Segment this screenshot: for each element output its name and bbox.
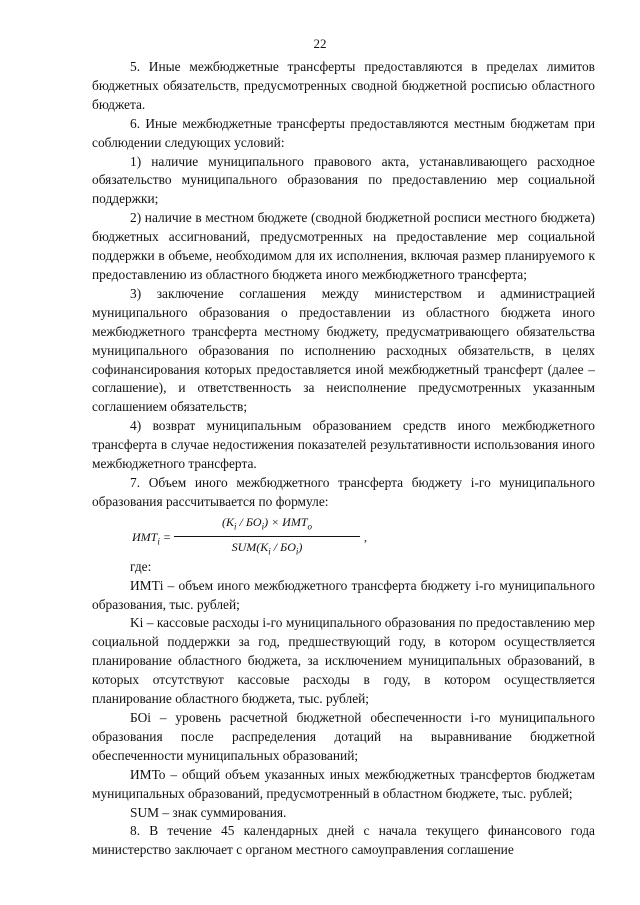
formula-denominator: $SUM(K_i / БО_i)$ (231, 540, 303, 557)
definition-imt-i: ИМТi – объем иного межбюджетного трансферта бюджету i-го муниципального образования, тыс. рублей; (92, 577, 595, 612)
condition-4: 4) возврат муниципальным образованием средств иного межбюджетного трансферта в случае недостижения показателей результативности использования иного межбюджетного трансферта. (92, 418, 595, 472)
definition-imt-o: ИМТо – общий объем указанных иных межбюджетных трансфертов бюджетам муниципальных образований, предусмотренный в областном бюджете, тыс. рублей; (92, 766, 595, 801)
definition-sum: SUM – знак суммирования. (130, 804, 287, 820)
condition-2: 2) наличие в местном бюджете (сводной бюджетной росписи местного бюджета) бюджетных ассигнований, предусмотренных на предоставление мер социальной поддержки в объеме, необходимом для их исполнения, включая размер планируемого к предоставлению из областного бюджета иного межбюджетного трансферта; (92, 210, 595, 282)
formula (92, 514, 595, 556)
page-number: 22 (313, 36, 327, 51)
formula-numerator: $(K_i / БО_i) \times ИМТ_o$ (221, 514, 313, 532)
paragraph-6: 6. Иные межбюджетные трансферты предоставляются местным бюджетам при соблюдении следующих условий: (92, 115, 595, 150)
paragraph-7: 7. Объем иного межбюджетного трансферта бюджету i-го муниципального образования рассчитывается по формуле: (92, 474, 595, 509)
paragraph-8: 8. В течение 45 календарных дней с начала текущего финансового года министерство заключает с органом местного самоуправления соглашение (92, 823, 595, 858)
fraction-bar (174, 536, 360, 537)
condition-1: 1) наличие муниципального правового акта, устанавливающего расходное обязательство муниципального образования по предоставлению мер социальной поддержки; (92, 153, 595, 207)
formula-comma: , (364, 529, 367, 544)
definition-k-i: Ki – кассовые расходы i-го муниципального образования по предоставлению мер социальной поддержки за год, предшествующий году, в котором осуществляется планирование областного бюджета, за исключением муниципальных образований, в которых отсутствуют кассовые расходы в году, в котором осуществляется планирование областного бюджета, тыс. рублей; (92, 615, 595, 707)
where-label: где: (130, 558, 152, 574)
paragraph-5: 5. Иные межбюджетные трансферты предоставляются в пределах лимитов бюджетных обязательств, предусмотренных сводной бюджетной росписью областного бюджета. (92, 59, 595, 112)
condition-3: 3) заключение соглашения между министерством и администрацией муниципального образования о предоставлении из областного бюджета иного межбюджетного трансферта местному бюджету, предусматривающего обязательства муниципального образования по исполнению расходных обязательств, в целях софинансирования которых предоставляется иной межбюджетный трансферт (далее – соглашение), и ответственность за неисполнение предусмотренных указанным соглашением обязательств; (92, 285, 595, 415)
definition-bo-i: БОi – уровень расчетной бюджетной обеспеченности i-го муниципального образования после распределения дотаций на выравнивание бюджетной обеспеченности муниципальных образований; (92, 710, 595, 763)
formula-fraction (174, 514, 360, 560)
formula-lhs: $ИМТ_i$ = (132, 529, 171, 547)
document-body (92, 58, 595, 860)
